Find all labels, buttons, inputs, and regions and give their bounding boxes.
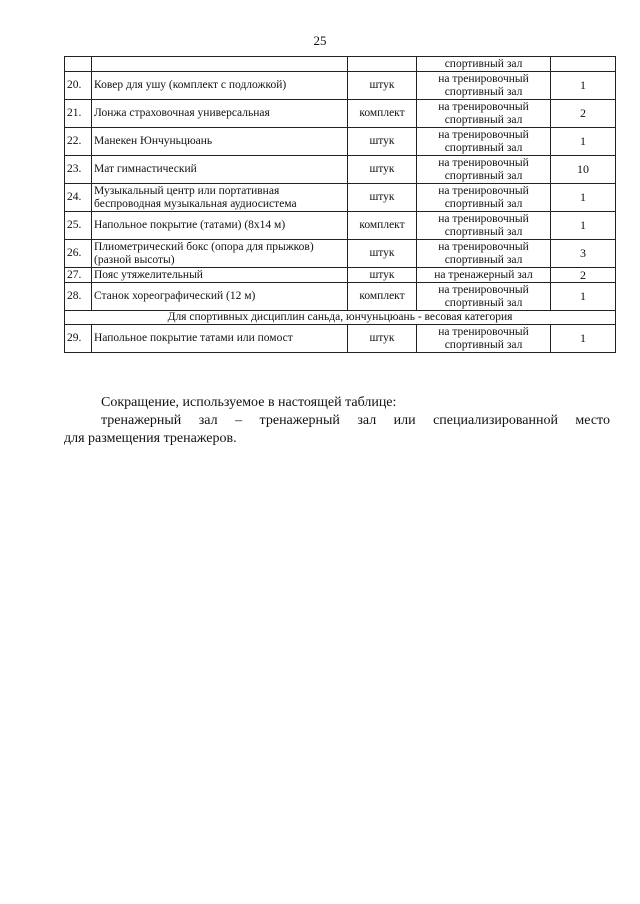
row-unit-cell: штук	[348, 72, 417, 100]
row-name-cell: Ковер для ушу (комплект с подложкой)	[92, 72, 348, 100]
row-qty-cell: 10	[551, 156, 616, 184]
row-unit-cell: штук	[348, 325, 417, 353]
row-number-cell: 21.	[65, 100, 92, 128]
row-qty-cell: 1	[551, 72, 616, 100]
row-place-cell: на тренировочный спортивный зал	[417, 100, 551, 128]
row-unit-cell: комплект	[348, 100, 417, 128]
table-row	[65, 100, 616, 128]
row-name-cell: Манекен Юнчуньцюань	[92, 128, 348, 156]
row-qty-cell: 1	[551, 128, 616, 156]
row-place-cell: на тренировочный спортивный зал	[417, 184, 551, 212]
row-name-cell: Пояс утяжелительный	[92, 268, 348, 283]
section-title: Для спортивных дисциплин саньда, юнчуньцюань - весовая категория	[65, 311, 616, 325]
row-name-cell	[92, 57, 348, 72]
row-place-cell: на тренировочный спортивный зал	[417, 283, 551, 311]
row-unit-cell: штук	[348, 128, 417, 156]
row-name-cell: Лонжа страховочная универсальная	[92, 100, 348, 128]
row-name-cell: Музыкальный центр или портативная беспроводная музыкальная аудиосистема	[92, 184, 348, 212]
row-name-cell: Плиометрический бокс (опора для прыжков) (разной высоты)	[92, 240, 348, 268]
table-row	[65, 268, 616, 283]
row-number-cell: 22.	[65, 128, 92, 156]
row-qty-cell: 1	[551, 212, 616, 240]
row-name-cell: Станок хореографический (12 м)	[92, 283, 348, 311]
table-row	[65, 72, 616, 100]
abbreviation-line-1: тренажерный зал – тренажерный зал или специализированной место	[101, 413, 610, 428]
row-place-cell: на тренажерный зал	[417, 268, 551, 283]
table-row	[65, 128, 616, 156]
table-row	[65, 156, 616, 184]
row-number-cell: 28.	[65, 283, 92, 311]
equipment-table	[64, 56, 616, 353]
row-number-cell: 26.	[65, 240, 92, 268]
table-row	[65, 57, 616, 72]
row-name-cell: Напольное покрытие (татами) (8х14 м)	[92, 212, 348, 240]
row-number-cell: 25.	[65, 212, 92, 240]
row-unit-cell: штук	[348, 268, 417, 283]
row-unit-cell: комплект	[348, 212, 417, 240]
row-number-cell: 24.	[65, 184, 92, 212]
row-number-cell	[65, 57, 92, 72]
row-place-cell: на тренировочный спортивный зал	[417, 325, 551, 353]
abbreviation-heading: Сокращение, используемое в настоящей таблице:	[101, 395, 397, 410]
row-qty-cell: 2	[551, 100, 616, 128]
row-unit-cell: комплект	[348, 283, 417, 311]
row-qty-cell	[551, 57, 616, 72]
row-number-cell: 27.	[65, 268, 92, 283]
row-place-cell: спортивный зал	[417, 57, 551, 72]
table-row	[65, 325, 616, 353]
abbreviation-definition	[64, 412, 610, 448]
row-name-cell: Напольное покрытие татами или помост	[92, 325, 348, 353]
row-qty-cell: 2	[551, 268, 616, 283]
row-qty-cell: 1	[551, 325, 616, 353]
row-place-cell: на тренировочный спортивный зал	[417, 128, 551, 156]
table-row	[65, 184, 616, 212]
row-unit-cell: штук	[348, 156, 417, 184]
table-row	[65, 283, 616, 311]
row-qty-cell: 1	[551, 283, 616, 311]
table-row	[65, 240, 616, 268]
row-unit-cell	[348, 57, 417, 72]
table-row	[65, 212, 616, 240]
row-number-cell: 29.	[65, 325, 92, 353]
row-qty-cell: 1	[551, 184, 616, 212]
row-place-cell: на тренировочный спортивный зал	[417, 212, 551, 240]
row-name-cell: Мат гимнастический	[92, 156, 348, 184]
row-number-cell: 23.	[65, 156, 92, 184]
section-header-row	[65, 311, 616, 325]
row-unit-cell: штук	[348, 184, 417, 212]
row-qty-cell: 3	[551, 240, 616, 268]
row-number-cell: 20.	[65, 72, 92, 100]
row-place-cell: на тренировочный спортивный зал	[417, 72, 551, 100]
row-place-cell: на тренировочный спортивный зал	[417, 156, 551, 184]
row-place-cell: на тренировочный спортивный зал	[417, 240, 551, 268]
abbreviation-line-2: для размещения тренажеров.	[64, 431, 237, 446]
page-number: 25	[313, 33, 327, 48]
row-unit-cell: штук	[348, 240, 417, 268]
